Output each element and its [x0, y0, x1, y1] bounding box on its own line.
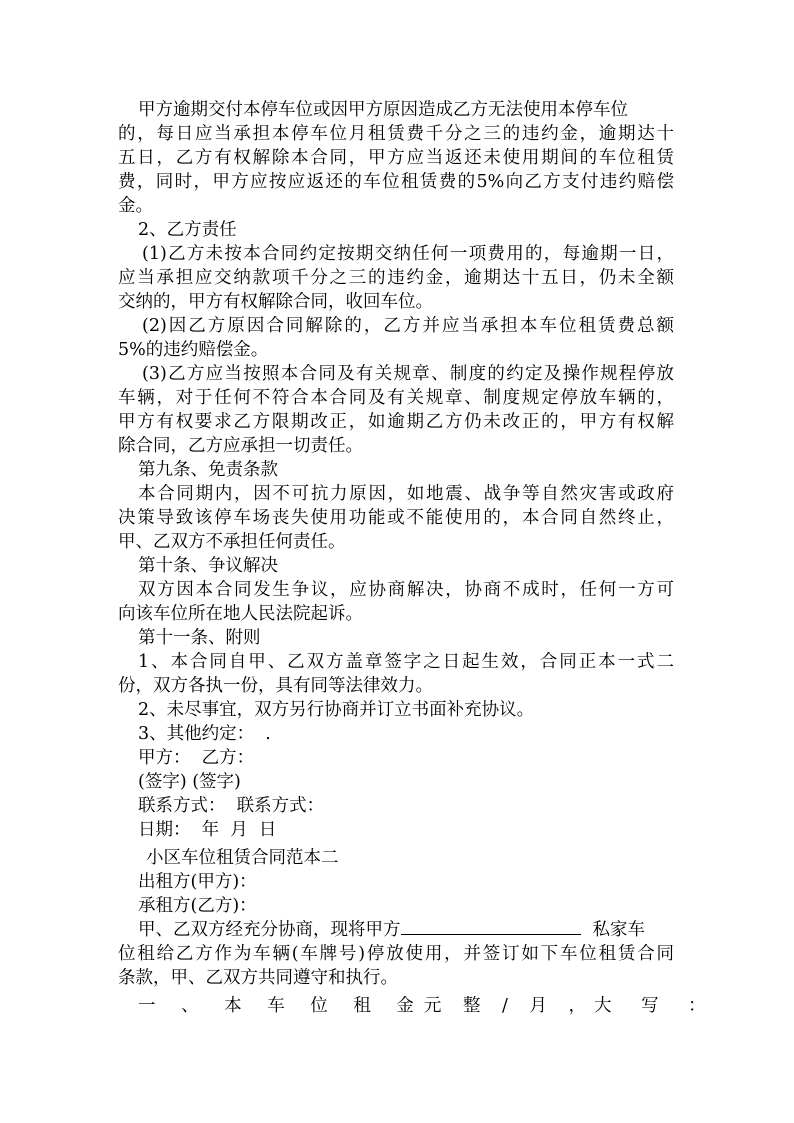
lessee-line: 承租方(乙方)： [138, 896, 257, 916]
text-line: 除合同，乙方应承担一切责任。 [118, 436, 363, 456]
text-line: 向该车位所在地人民法院起诉。 [118, 604, 363, 624]
text-line: 应当承担应交纳款项千分之三的违约金，逾期达十五日，仍未全额 [118, 268, 674, 288]
text-line: 份，双方各执一份，具有同等法律效力。 [118, 676, 433, 696]
text-line: 2、未尽事宜，双方另行协商并订立书面补充协议。 [138, 700, 535, 720]
section-heading: 第十一条、附则 [138, 628, 261, 648]
contract-title: 小区车位租赁合同范本二 [146, 848, 339, 868]
text-line: 费，同时，甲方应按应返还的车位租赁费的5%向乙方支付违约赔偿 [118, 172, 674, 192]
signature-line: 甲方： 乙方： [138, 748, 255, 768]
text-line: 甲方逾期交付本停车位或因甲方原因造成乙方无法使用本停车位 [138, 100, 628, 120]
text-line: 3、其他约定： . [138, 724, 271, 744]
text-line: 交纳的，甲方有权解除合同，收回车位。 [118, 292, 433, 312]
text-line: 位租给乙方作为车辆(车牌号)停放使用，并签订如下车位租赁合同 [118, 944, 674, 964]
text-line: (3)乙方应当按照本合同及有关规章、制度的约定及操作规程停放 [142, 364, 674, 384]
text-line: (2)因乙方原因合同解除的，乙方并应当承担本车位租赁费总额 [142, 316, 674, 336]
text-line: 甲、乙双方不承担任何责任。 [118, 532, 346, 552]
text-fragment: 元 整 / 月 ， [423, 996, 595, 1016]
section-heading: 2、乙方责任 [138, 220, 237, 240]
text-fragment: 一 、 本 车 位 租 金 [138, 996, 424, 1016]
text-line: 双方因本合同发生争议，应协商解决，协商不成时，任何一方可 [138, 580, 674, 600]
text-line: 的，每日应当承担本停车位月租赁费千分之三的违约金，逾期达十 [118, 124, 674, 144]
text-line: 1、本合同自甲、乙双方盖章签字之日起生效，合同正本一式二 [138, 652, 674, 672]
signature-line: (签字) (签字) [138, 772, 241, 792]
section-heading: 第十条、争议解决 [138, 556, 278, 576]
text-line: 金。 [118, 196, 153, 216]
text-fragment: 私家车 [592, 920, 645, 940]
text-line: 条款，甲、乙双方共同遵守和执行。 [118, 968, 398, 988]
text-line: 本合同期内，因不可抗力原因，如地震、战争等自然灾害或政府 [138, 484, 674, 504]
date-line: 日期： 年 月 日 [138, 820, 277, 840]
text-line [138, 918, 674, 942]
text-line: 车辆，对于任何不符合本合同及有关规章、制度规定停放车辆的， [118, 388, 674, 408]
blank-underline [401, 918, 581, 935]
text-line: 5%的违约赔偿金。 [118, 340, 269, 360]
text-line: 甲方有权要求乙方限期改正，如逾期乙方仍未改正的，甲方有权解 [118, 412, 674, 432]
text-line: 决策导致该停车场丧失使用功能或不能使用的，本合同自然终止， [118, 508, 674, 528]
lessor-line: 出租方(甲方)： [138, 872, 257, 892]
text-fragment: 甲、乙双方经充分协商，现将甲方 [138, 920, 401, 940]
section-heading: 第九条、免责条款 [138, 460, 278, 480]
text-line: 五日，乙方有权解除本合同，甲方应当返还未使用期间的车位租赁 [118, 148, 674, 168]
text-fragment: 大 写 ： [594, 996, 718, 1016]
text-line: (1)乙方未按本合同约定按期交纳任何一项费用的，每逾期一日， [142, 244, 674, 264]
contact-line: 联系方式： 联系方式： [138, 796, 325, 816]
rent-line [138, 994, 718, 1018]
